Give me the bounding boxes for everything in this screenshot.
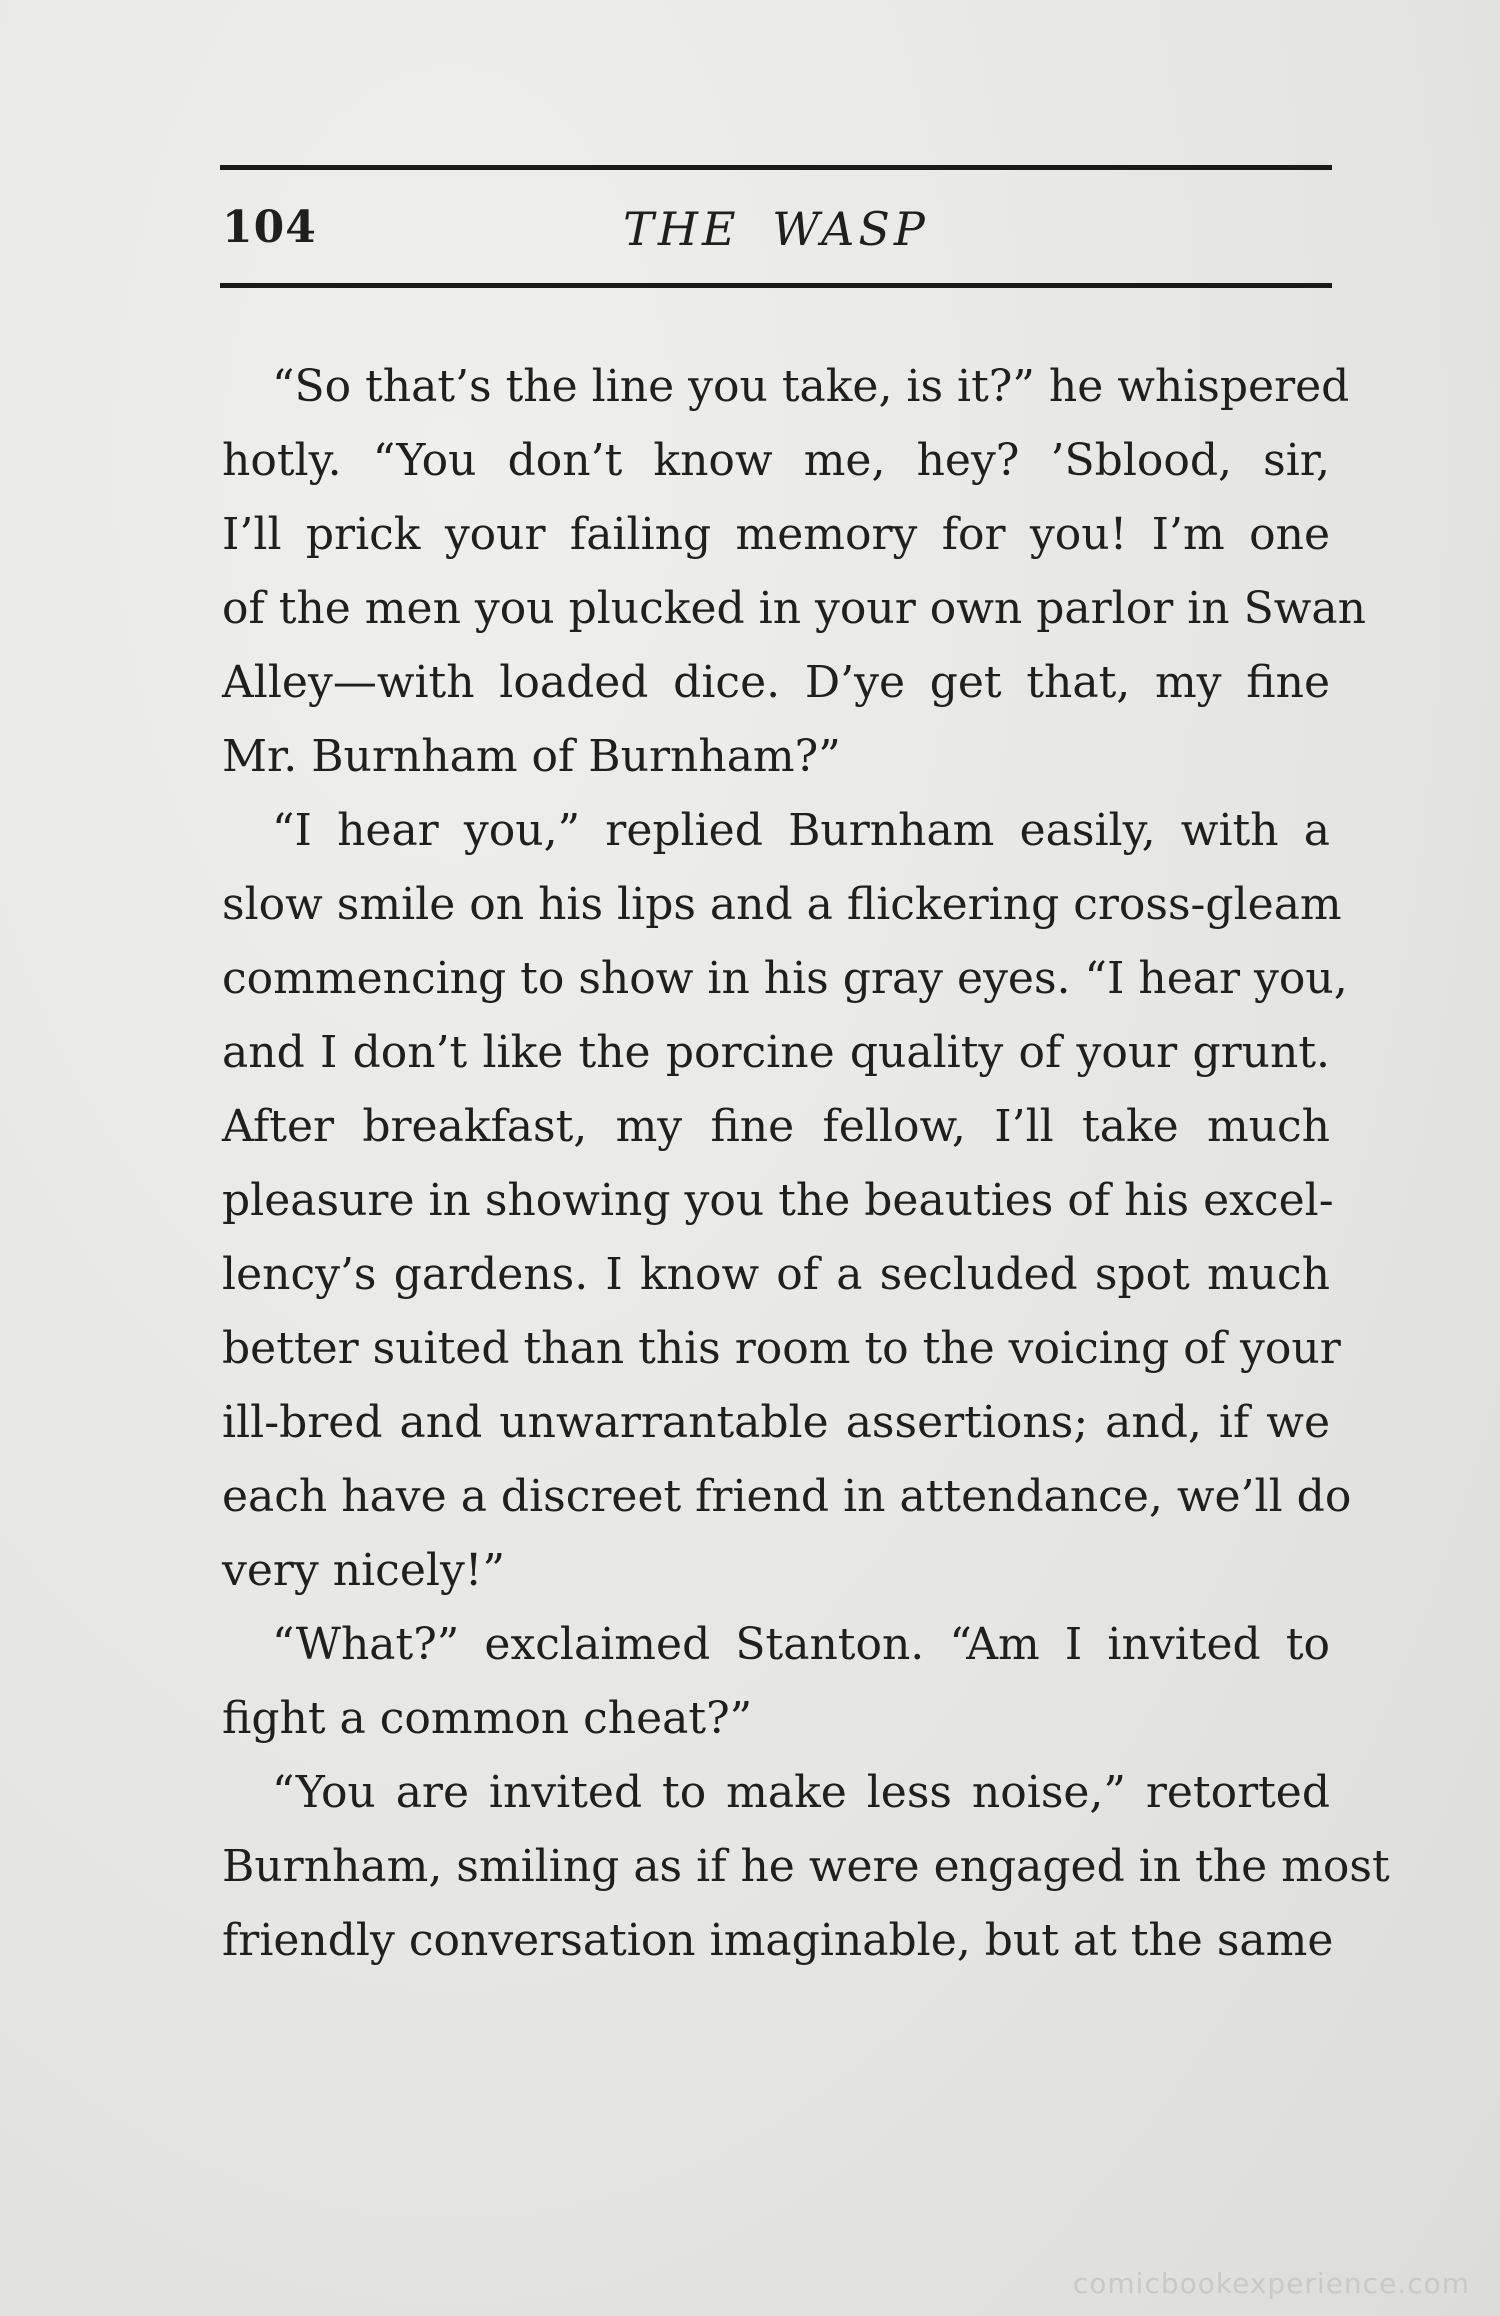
text-line: of the men you plucked in your own parlor in Swan: [222, 583, 1366, 634]
page-number: 104: [222, 202, 317, 253]
page-header: [220, 196, 1332, 266]
text-line: very nicely!”: [222, 1545, 505, 1596]
text-line: “I hear you,” replied Burnham easily, with a: [272, 805, 1330, 856]
text-line: slow smile on his lips and a flickering cross-gleam: [222, 879, 1342, 930]
text-line: fight a common cheat?”: [222, 1693, 753, 1744]
body-text: [222, 350, 1390, 1978]
text-line: After breakfast, my fine fellow, I’ll take much: [222, 1101, 1330, 1152]
text-line: ill-bred and unwarrantable assertions; and, if we: [222, 1397, 1330, 1448]
text-line: each have a discreet friend in attendance, we’ll do: [222, 1471, 1352, 1522]
text-line: commencing to show in his gray eyes. “I hear you,: [222, 953, 1348, 1004]
text-line: “You are invited to make less noise,” retorted: [272, 1767, 1330, 1818]
running-title: THE WASP: [623, 202, 929, 256]
text-line: Burnham, smiling as if he were engaged in the most: [222, 1841, 1390, 1892]
text-line: and I don’t like the porcine quality of your grunt.: [222, 1027, 1330, 1078]
watermark: comicbookexperience.com: [1072, 2267, 1470, 2300]
text-line: pleasure in showing you the beauties of his excel-: [222, 1175, 1334, 1226]
text-line: Alley—with loaded dice. D’ye get that, my fine: [222, 657, 1330, 708]
text-line: better suited than this room to the voicing of your: [222, 1323, 1341, 1374]
text-line: “What?” exclaimed Stanton. “Am I invited to: [272, 1619, 1330, 1670]
header-rule-bottom: [220, 283, 1332, 288]
text-line: hotly. “You don’t know me, hey? ’Sblood, sir,: [222, 435, 1330, 486]
header-rule-top: [220, 165, 1332, 170]
text-line: Mr. Burnham of Burnham?”: [222, 731, 841, 782]
text-line: lency’s gardens. I know of a secluded spot much: [222, 1249, 1330, 1300]
text-line: I’ll prick your failing memory for you! I’m one: [222, 509, 1330, 560]
text-line: friendly conversation imaginable, but at the same: [222, 1915, 1334, 1966]
text-line: “So that’s the line you take, is it?” he whispered: [272, 361, 1350, 412]
